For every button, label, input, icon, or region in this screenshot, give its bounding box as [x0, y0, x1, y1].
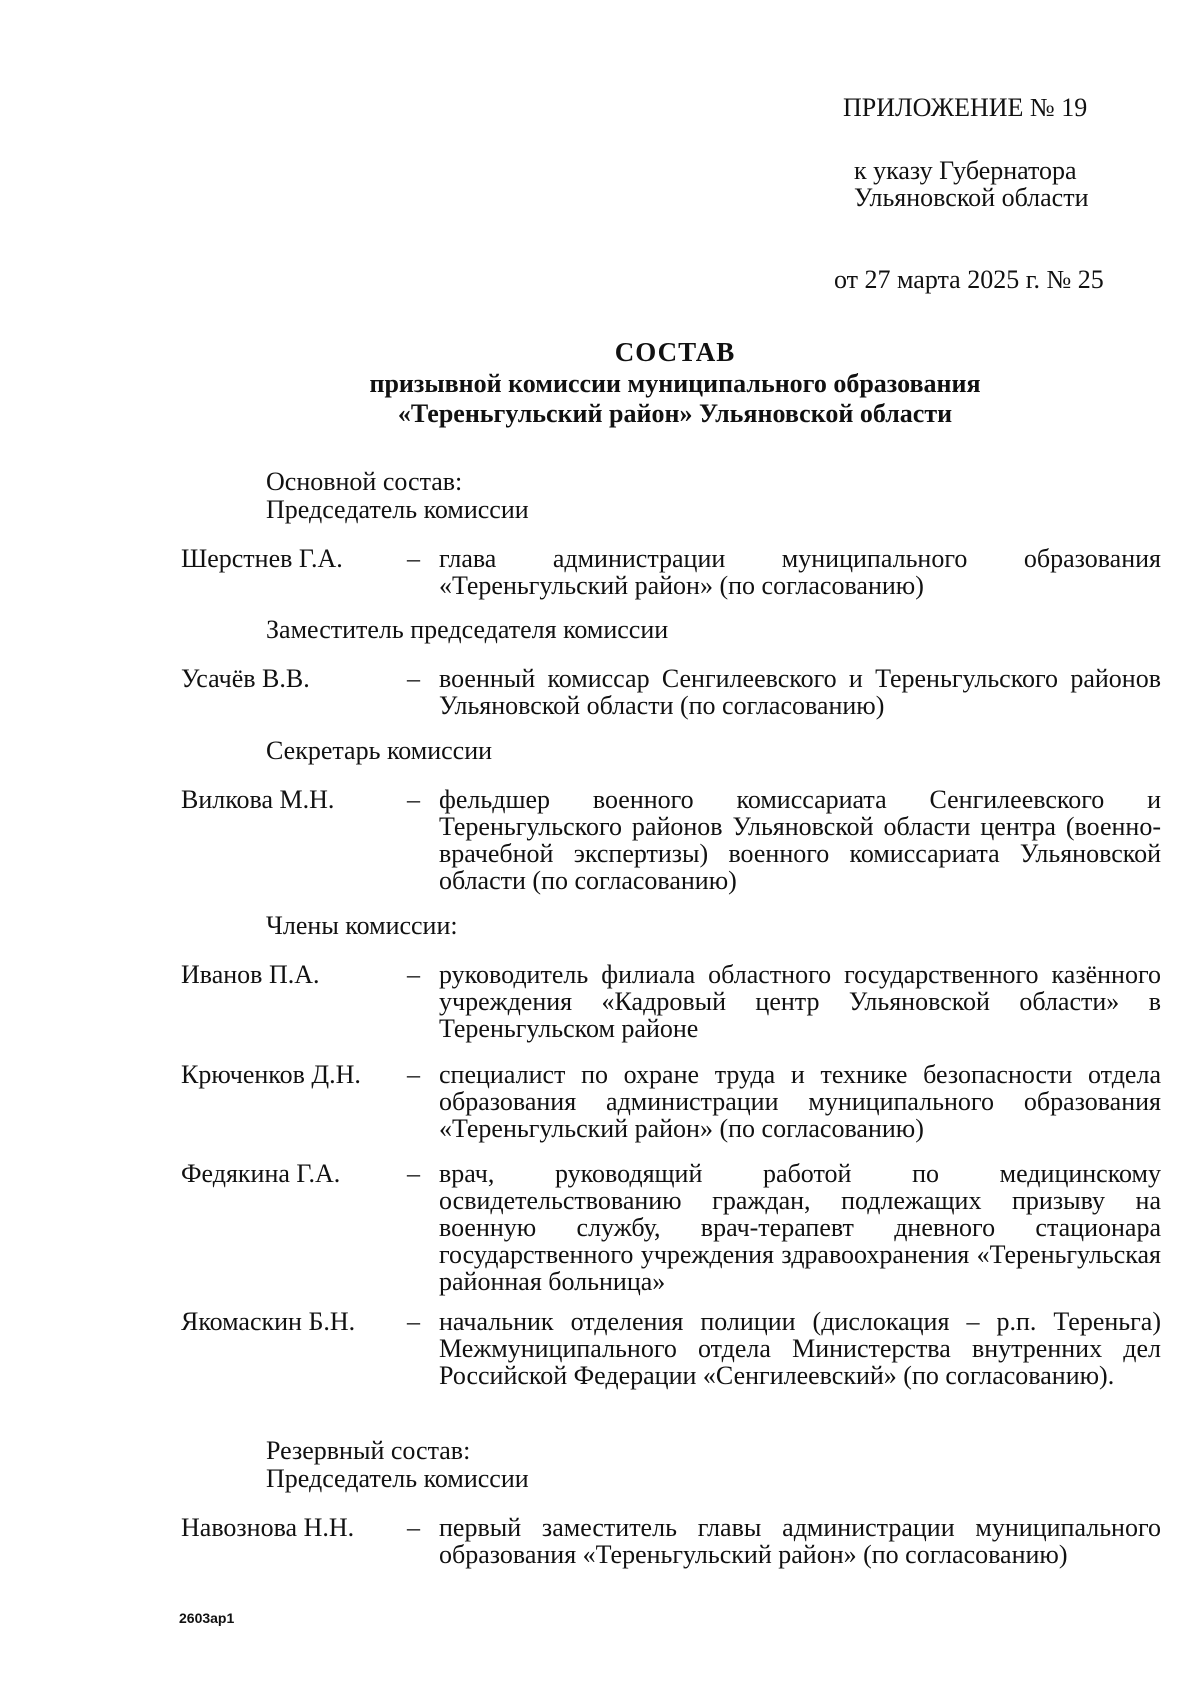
reserve-chairman-label: Председатель комиссии	[266, 1464, 529, 1493]
member-role: начальник отделения полиции (дислокация – р.п. Тереньга) Межмуниципального отдела Министерства внутренних дел Российской Федерации «Сенгилеевский» (по согласованию).	[439, 1307, 1161, 1390]
main-composition-label: Основной состав:	[266, 467, 463, 496]
member-role: глава администрации муниципального образования «Тереньгульский район» (по согласованию)	[439, 544, 1161, 600]
member-role: первый заместитель главы администрации муниципального образования «Тереньгульский район» (по согласованию)	[439, 1513, 1161, 1569]
dash: –	[407, 664, 420, 693]
member-entry	[181, 1514, 1161, 1568]
decree-date: от 27 марта 2025 г. № 25	[834, 265, 1104, 294]
document-title	[0, 339, 1200, 429]
member-entry	[181, 1160, 1161, 1295]
member-name: Иванов П.А.	[181, 960, 320, 989]
dash: –	[407, 785, 420, 814]
decree-line-2: Ульяновской области	[854, 183, 1089, 212]
dash: –	[407, 1307, 420, 1336]
dash: –	[407, 1513, 420, 1542]
member-name: Федякина Г.А.	[181, 1159, 341, 1188]
dash: –	[407, 960, 420, 989]
member-entry	[181, 665, 1161, 719]
dash: –	[407, 544, 420, 573]
title-line-1: призывной комиссии муниципального образования	[369, 369, 981, 398]
member-name: Якомаскин Б.Н.	[181, 1307, 356, 1336]
title-line-2: «Тереньгульский район» Ульяновской области	[397, 399, 953, 428]
decree-line-1: к указу Губернатора	[854, 156, 1077, 185]
deputy-label: Заместитель председателя комиссии	[266, 615, 669, 644]
member-name: Навознова Н.Н.	[181, 1513, 355, 1542]
appendix-number: ПРИЛОЖЕНИЕ № 19	[843, 93, 1088, 122]
member-entry	[181, 1308, 1161, 1389]
member-name: Шерстнев Г.А.	[181, 544, 343, 573]
dash: –	[407, 1060, 420, 1089]
chairman-label: Председатель комиссии	[266, 495, 529, 524]
reserve-composition-label: Резервный состав:	[266, 1436, 471, 1465]
member-entry	[181, 1061, 1161, 1142]
member-entry	[181, 786, 1161, 894]
secretary-label: Секретарь комиссии	[266, 736, 493, 765]
dash: –	[407, 1159, 420, 1188]
member-name: Крюченков Д.Н.	[181, 1060, 361, 1089]
member-name: Вилкова М.Н.	[181, 785, 335, 814]
member-name: Усачёв В.В.	[181, 664, 310, 693]
member-role: военный комиссар Сенгилеевского и Тереньгульского районов Ульяновской области (по согласованию)	[439, 664, 1161, 720]
member-role: фельдшер военного комиссариата Сенгилеевского и Тереньгульского районов Ульяновской области центра (военно-врачебной экспертизы) военного комиссариата Ульяновской области (по согласованию)	[439, 785, 1161, 895]
member-entry	[181, 545, 1161, 599]
document-code: 2603ap1	[179, 1610, 235, 1626]
members-label: Члены комиссии:	[266, 911, 458, 940]
member-role: руководитель филиала областного государственного казённого учреждения «Кадровый центр Ульяновской области» в Тереньгульском районе	[439, 960, 1161, 1043]
member-entry	[181, 961, 1161, 1042]
decree-reference	[854, 157, 1154, 211]
member-role: врач, руководящий работой по медицинскому освидетельствованию граждан, подлежащих призыву на военную службу, врач-терапевт дневного стационара государственного учреждения здравоохранения «Тереньгульская районная больница»	[439, 1159, 1161, 1296]
member-role: специалист по охране труда и технике безопасности отдела образования администрации муниципального образования «Тереньгульский район» (по согласованию)	[439, 1060, 1161, 1143]
title-main: СОСТАВ	[614, 337, 736, 367]
